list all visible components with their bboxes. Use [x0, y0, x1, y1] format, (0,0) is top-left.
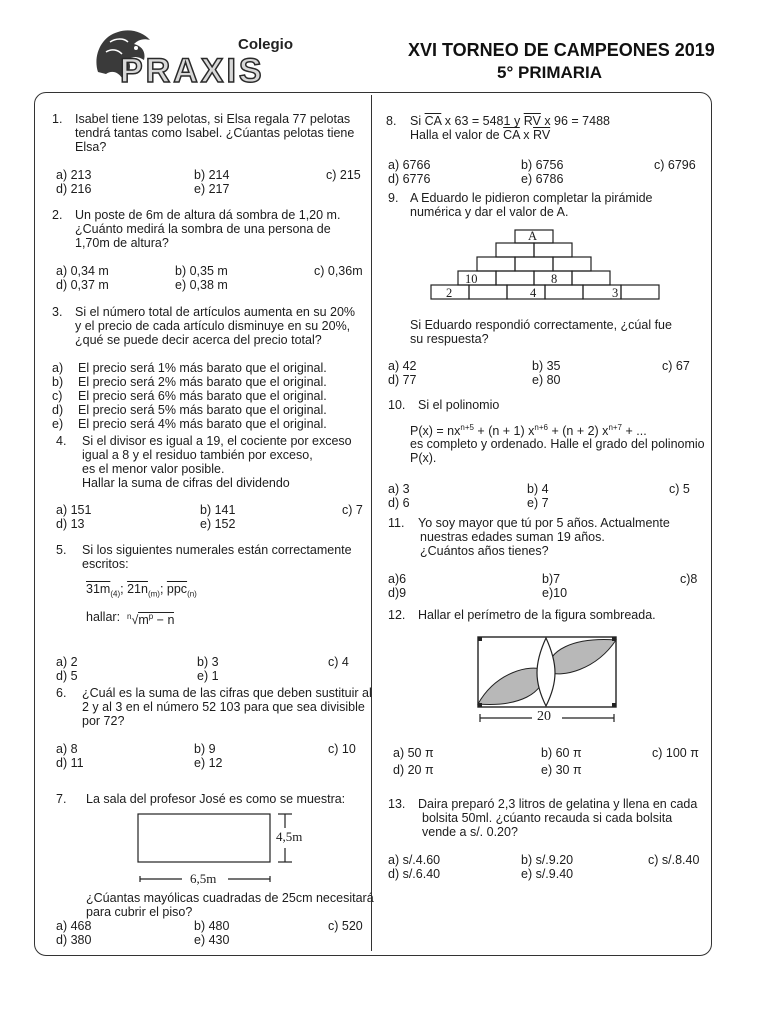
option-b[interactable]: b) 60 π: [541, 746, 582, 760]
question-text: tendrá tantas como Isabel. ¿Cúantas pelotas tiene: [75, 126, 355, 140]
number-pyramid: [425, 228, 665, 304]
option-c[interactable]: c) 67: [662, 359, 690, 373]
question-text: ¿Cuál es la suma de las cifras que deben sustituir al: [82, 686, 372, 700]
option-e[interactable]: e) 0,38 m: [175, 278, 228, 292]
option-a[interactable]: a) 6766: [388, 158, 431, 172]
option-d[interactable]: d) 6: [388, 496, 410, 510]
option-d[interactable]: d) s/.6.40: [388, 867, 441, 881]
question-number: 12.: [388, 608, 406, 622]
question-text: A Eduardo le pidieron completar la pirámide: [410, 191, 653, 205]
option-d[interactable]: d) 380: [56, 933, 92, 947]
option-e[interactable]: e) s/.9.40: [521, 867, 574, 881]
question-text: ¿Cuántos años tienes?: [420, 544, 549, 558]
option-a[interactable]: a)6: [388, 572, 407, 586]
option-c[interactable]: c) 7: [342, 503, 363, 517]
option-a[interactable]: El precio será 1% más barato que el original.: [78, 361, 327, 375]
question-number: 8.: [386, 114, 397, 128]
column-divider: [371, 95, 372, 951]
option-c[interactable]: c) 6796: [654, 158, 696, 172]
option-e[interactable]: e) 12: [194, 756, 223, 770]
question-text: Un poste de 6m de altura dá sombra de 1,20 m.: [75, 208, 341, 222]
page-title: XVI TORNEO DE CAMPEONES 2019: [408, 40, 715, 60]
option-a[interactable]: a) 2: [56, 655, 78, 669]
option-e[interactable]: e) 217: [194, 182, 230, 196]
question-text: 1,70m de altura?: [75, 236, 169, 250]
question-number: 13.: [388, 797, 406, 811]
option-b[interactable]: b) 0,35 m: [175, 264, 228, 278]
option-c[interactable]: c) 5: [669, 482, 690, 496]
pyramid-cell-4: 4: [530, 286, 537, 300]
question-text: Isabel tiene 139 pelotas, si Elsa regala 77 pelotas: [75, 112, 351, 126]
option-e[interactable]: e) 1: [197, 669, 219, 683]
option-c[interactable]: c) 520: [328, 919, 363, 933]
option-d[interactable]: d) 0,37 m: [56, 278, 109, 292]
pyramid-cell-2: 2: [446, 286, 453, 300]
question-text: Si el polinomio: [418, 398, 500, 412]
logo-school-label: Colegio: [238, 36, 293, 53]
question-text: Daira preparó 2,3 litros de gelatina y llena en cada: [418, 797, 698, 811]
option-d[interactable]: d) 216: [56, 182, 92, 196]
option-a[interactable]: a) 151: [56, 503, 92, 517]
option-c[interactable]: c) 215: [326, 168, 361, 182]
option-b[interactable]: b) 35: [532, 359, 561, 373]
question-text: P(x).: [410, 451, 437, 465]
question-text: Hallar la suma de cifras del dividendo: [82, 476, 290, 490]
question-text: bolsita 50ml. ¿cúanto recauda si cada bolsita: [422, 811, 673, 825]
question-text: numérica y dar el valor de A.: [410, 205, 569, 219]
option-e[interactable]: e) 152: [200, 517, 236, 531]
option-d[interactable]: El precio será 5% más barato que el original.: [78, 403, 327, 417]
option-a[interactable]: a) 0,34 m: [56, 264, 109, 278]
question-text: es el menor valor posible.: [82, 462, 225, 476]
option-c[interactable]: El precio será 6% más barato que el original.: [78, 389, 327, 403]
option-d[interactable]: d) 5: [56, 669, 78, 683]
question-text: Hallar el perímetro de la figura sombreada.: [418, 608, 656, 622]
option-d[interactable]: d) 11: [56, 756, 84, 770]
pyramid-cell-10: 10: [465, 272, 478, 286]
question-number: 10.: [388, 398, 406, 412]
question-number: 5.: [56, 543, 67, 557]
question-text: escritos:: [82, 557, 129, 571]
option-b[interactable]: b) 141: [200, 503, 236, 517]
option-d[interactable]: d)9: [388, 586, 407, 600]
option-c[interactable]: c) 4: [328, 655, 349, 669]
question-text: igual a 8 y el residuo también por exceso,: [82, 448, 313, 462]
question-text: es completo y ordenado. Halle el grado del polinomio: [410, 437, 705, 451]
question-text: Si el número total de artículos aumenta en su 20%: [75, 305, 356, 319]
option-e-label[interactable]: e): [52, 417, 64, 431]
option-b[interactable]: El precio será 2% más barato que el original.: [78, 375, 327, 389]
question-number: 11.: [388, 516, 405, 530]
option-c[interactable]: c)8: [680, 572, 698, 586]
question-text: Yo soy mayor que tú por 5 años. Actualmente: [418, 516, 670, 530]
pyramid-cell-8: 8: [551, 272, 558, 286]
option-a-label[interactable]: a): [52, 361, 64, 375]
option-b[interactable]: b) 6756: [521, 158, 564, 172]
question-number: 6.: [56, 686, 67, 700]
question-text: vende a s/. 0.20?: [422, 825, 518, 839]
question-text: ¿qué se puede decir acerca del precio total?: [75, 333, 322, 347]
pyramid-cell-a: A: [528, 229, 538, 243]
option-e[interactable]: El precio será 4% más barato que el original.: [78, 417, 327, 431]
option-c[interactable]: c) 0,36m: [314, 264, 363, 278]
polynomial-expression: $P(x) = nx^{n+5} + (n + 1) x^{n+6} + (n + 2) x^{n+7}$ + ...: [410, 423, 647, 439]
question-text: para cubrir el piso?: [86, 905, 193, 919]
option-a[interactable]: a) 8: [56, 742, 78, 756]
question-text: y el precio de cada artículo disminuye en su 20%,: [75, 319, 351, 333]
width-label: 20: [537, 709, 551, 724]
numerals-expression: $31m_{(4)}$; $21n_{(m)}$; $\overline{ppc}_{(n)}$: [86, 582, 197, 599]
shaded-figure: [474, 634, 634, 732]
option-b[interactable]: b) 4: [527, 482, 549, 496]
question-text: ¿Cúantas mayólicas cuadradas de 25cm necesitará: [86, 891, 374, 905]
option-b[interactable]: b)7: [542, 572, 561, 586]
option-a[interactable]: a) 3: [388, 482, 410, 496]
option-c-label[interactable]: c): [52, 389, 63, 403]
question-text: Halla el valor de $\overline{CA}$ x $\overline{RV}$: [410, 128, 551, 142]
option-c[interactable]: c) 100 π: [652, 746, 699, 760]
option-d[interactable]: d) 13: [56, 517, 85, 531]
logo-wordmark: PRAXIS: [120, 52, 265, 90]
question-text: Si el divisor es igual a 19, el cociente por exceso: [82, 434, 352, 448]
option-a[interactable]: a) 468: [56, 919, 92, 933]
question-number: 2.: [52, 208, 63, 222]
question-text: por 72?: [82, 714, 125, 728]
option-e[interactable]: e) 30 π: [541, 763, 582, 777]
question-text: su respuesta?: [410, 332, 489, 346]
question-text: 2 y al 3 en el número 52 103 para que sea divisible: [82, 700, 365, 714]
page-subtitle: 5° PRIMARIA: [497, 63, 603, 82]
option-e[interactable]: e) 430: [194, 933, 230, 947]
root-expression: $^n√m^p - n$: [127, 612, 175, 628]
option-d[interactable]: d) 6776: [388, 172, 431, 186]
question-number: 3.: [52, 305, 63, 319]
height-label: 4,5m: [276, 829, 303, 844]
option-d[interactable]: d) 20 π: [393, 763, 434, 777]
option-b-label[interactable]: b): [52, 375, 64, 389]
option-e[interactable]: e)10: [542, 586, 568, 600]
option-b[interactable]: b) 9: [194, 742, 216, 756]
pyramid-cell-3: 3: [612, 286, 619, 300]
hallar-label: hallar:: [86, 610, 121, 624]
question-number: 7.: [56, 792, 67, 806]
option-a[interactable]: a) 213: [56, 168, 92, 182]
option-e[interactable]: e) 80: [532, 373, 561, 387]
question-text: Elsa?: [75, 140, 107, 154]
option-b[interactable]: b) 214: [194, 168, 230, 182]
question-number: 4.: [56, 434, 67, 448]
option-d-label[interactable]: d): [52, 403, 64, 417]
option-e[interactable]: e) 6786: [521, 172, 564, 186]
question-text: Si Eduardo respondió correctamente, ¿cúal fue: [410, 318, 672, 332]
room-rectangle: [138, 814, 270, 862]
question-text: ¿Cuánto medirá la sombra de una persona de: [75, 222, 331, 236]
question-text: Si los siguientes numerales están correctamente: [82, 543, 352, 557]
question-text: Si $\overline{CA}$ x 63 = 5481 y $\overline{RV}$ x 96 = 7488: [410, 114, 610, 128]
room-diagram: [132, 810, 322, 890]
option-a[interactable]: a) 42: [388, 359, 417, 373]
option-c[interactable]: c) 10: [328, 742, 356, 756]
option-a[interactable]: a) 50 π: [393, 746, 434, 760]
option-b[interactable]: b) 480: [194, 919, 230, 933]
option-b[interactable]: b) s/.9.20: [521, 853, 574, 867]
question-text: nuestras edades suman 19 años.: [420, 530, 605, 544]
question-number: 1.: [52, 112, 63, 126]
option-b[interactable]: b) 3: [197, 655, 219, 669]
option-e[interactable]: e) 7: [527, 496, 549, 510]
question-number: 9.: [388, 191, 399, 205]
option-c[interactable]: c) s/.8.40: [648, 853, 700, 867]
option-a[interactable]: a) s/.4.60: [388, 853, 441, 867]
option-d[interactable]: d) 77: [388, 373, 417, 387]
question-text: La sala del profesor José es como se muestra:: [86, 792, 346, 806]
width-label: 6,5m: [190, 871, 217, 886]
